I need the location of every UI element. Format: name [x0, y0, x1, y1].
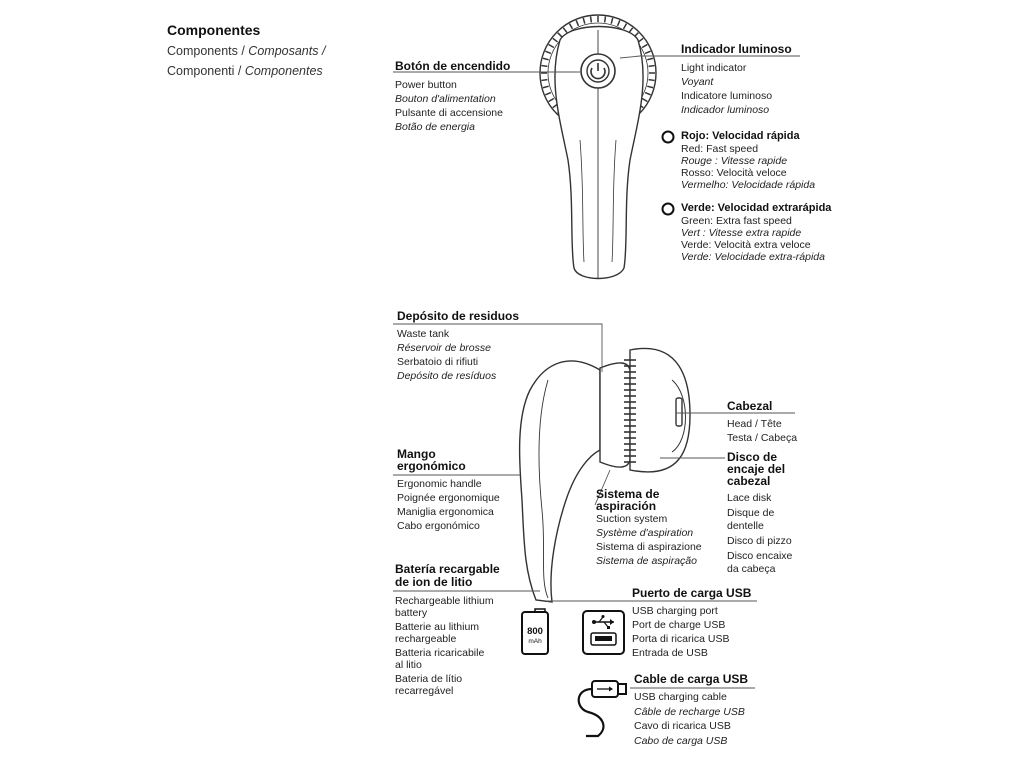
dial-tick [611, 18, 613, 24]
dial-tick [549, 45, 554, 48]
dial-tick [543, 86, 549, 88]
dial-tick [605, 16, 606, 22]
usb-cable-icon [579, 681, 626, 736]
usb-port-icon [583, 611, 624, 654]
dial-tick [543, 58, 549, 60]
side-head [630, 348, 690, 472]
red-indicator-icon [663, 132, 674, 143]
dial-tick [570, 24, 573, 29]
dial-tick [649, 66, 655, 67]
dial-tick [624, 24, 627, 29]
dial-tick [541, 66, 547, 67]
dial-tick [583, 18, 585, 24]
dial-tick [541, 80, 547, 81]
usb-port-label: Puerto de carga USB USB charging port Port de charge USB Porta di ricarica USB Entrada de USB [632, 586, 752, 659]
dial-tick [563, 28, 567, 33]
dial-tick [647, 86, 653, 88]
dial-tick [638, 38, 643, 42]
light-indicator-label: Indicador luminoso Light indicator Voyant Indicatore luminoso Indicador luminoso [681, 42, 792, 116]
green-speed-label: Verde: Velocidad extrarápida Green: Extra fast speed Vert : Vitesse extra rapide Verde: Velocità extra veloce Verde: Velocidade extra-rápida [681, 202, 832, 263]
dial-tick [545, 93, 551, 95]
dial-tick [558, 33, 562, 37]
dial-tick [642, 45, 647, 48]
dial-tick [642, 99, 647, 102]
red-speed-label: Rojo: Velocidad rápida Red: Fast speed Rouge : Vitesse rapide Rosso: Velocità veloce Vermelho: Velocidade rápida [681, 130, 816, 191]
dial-tick [576, 20, 578, 26]
device-top-view [540, 15, 656, 279]
battery-label: Batería recargable de ion de litio Rechargeable lithium battery Batterie au lithium rechargeable Batteria ricaricabile al litio Bateria de lítio recarregável [395, 562, 500, 697]
dial-tick [545, 51, 551, 53]
dial-tick [591, 16, 592, 22]
dial-tick [645, 51, 651, 53]
green-indicator-icon [663, 204, 674, 215]
side-handle-outline [520, 361, 600, 602]
power-button-label: Botón de encendido Power button Bouton d'alimentation Pulsante di accensione Botão de energia [395, 59, 511, 133]
lace-disk-label: Disco de encaje del cabezal Lace disk Disque de dentelle Disco di pizzo Disco encaixe da cabeça [727, 450, 793, 575]
dial-tick [647, 58, 653, 60]
waste-tank-label: Depósito de residuos Waste tank Réservoir de brosse Serbatoio di rifiuti Depósito de resíduos [397, 309, 520, 382]
handle-label: Mango ergonómico Ergonomic handle Poignée ergonomique Maniglia ergonomica Cabo ergonómico [397, 447, 500, 532]
head-label: Cabezal Head / Tête Testa / Cabeça [727, 399, 798, 444]
dial-tick [549, 99, 554, 102]
dial-tick [649, 80, 655, 81]
dial-tick [645, 93, 651, 95]
usb-cable-label: Cable de carga USB USB charging cable Câble de recharge USB Cavo di ricarica USB Cabo de carga USB [634, 672, 749, 747]
suction-label: Sistema de aspiración Suction system Système d'aspiration Sistema di aspirazione Sistema de aspiração [596, 487, 702, 567]
battery-capacity-text: 800 [527, 626, 543, 637]
battery-unit-text: mAh [528, 638, 542, 645]
page-subtitle-2: Componenti / Componentes [167, 64, 323, 78]
page-subtitle-1: Components / Composants / [167, 44, 326, 58]
dial-tick [553, 38, 558, 42]
page-title: Componentes [167, 22, 261, 38]
dial-tick [618, 20, 620, 26]
